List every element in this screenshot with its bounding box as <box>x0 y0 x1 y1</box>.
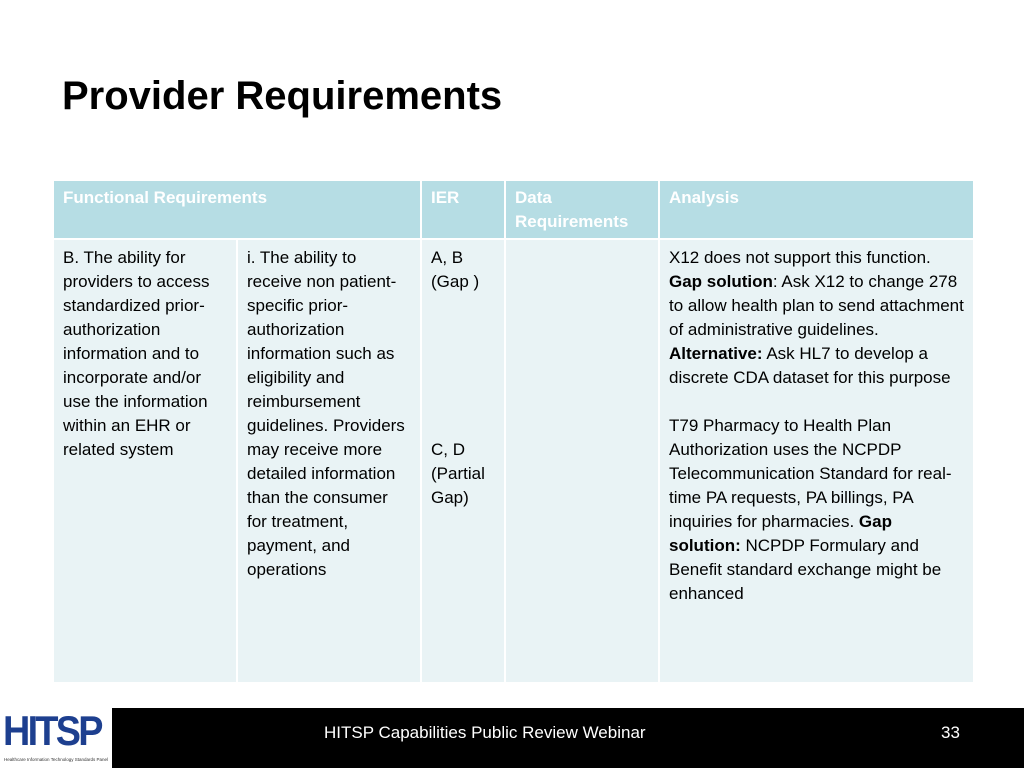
cell-data-requirements <box>505 239 659 683</box>
analysis-text-3: T79 Pharmacy to Health Plan Authorization uses the NCPDP Telecommunication Standard for real-time PA requests, PA billings, PA inquiries for pharmacies. <box>669 416 952 531</box>
analysis-text-1b: : Ask X12 to change 278 to allow health plan to send attachment of administrative guidelines. <box>669 272 964 339</box>
analysis-gap-solution-label-2: Gap solution: <box>669 512 892 555</box>
header-ier: IER <box>421 180 505 239</box>
hitsp-logo <box>0 708 112 768</box>
ier-value-1: A, B (Gap ) <box>431 248 480 291</box>
header-data-requirements: Data Requirements <box>505 180 659 239</box>
cell-analysis <box>659 239 974 683</box>
page-number: 33 <box>941 723 960 742</box>
cell-ier <box>421 239 505 683</box>
table-row <box>53 239 974 683</box>
header-functional-requirements: Functional Requirements <box>53 180 421 239</box>
cell-functional-requirement: B. The ability for providers to access standardized prior-authorization information and to incorporate and/or use the information within an EHR or related system <box>53 239 237 683</box>
logo-wordmark: HITSP <box>3 708 101 754</box>
ier-value-2: C, D (Partial Gap) <box>431 440 485 507</box>
analysis-text-2: Ask HL7 to develop a discrete CDA dataset for this purpose <box>669 344 951 387</box>
logo-tagline: Healthcare Information Technology Standards Panel <box>4 757 108 762</box>
requirements-table <box>52 179 975 684</box>
analysis-gap-solution-label-1: Gap solution <box>669 272 773 291</box>
footer-bar <box>0 708 1024 768</box>
cell-functional-subrequirement: i. The ability to receive non patient-specific prior-authorization information such as eligibility and reimbursement guidelines. Providers may receive more detailed information than the consumer for treatment, payment, and operations <box>237 239 421 683</box>
footer-title: HITSP Capabilities Public Review Webinar <box>324 723 646 742</box>
analysis-text-1: X12 does not support this function. <box>669 248 931 267</box>
table-header-row <box>53 180 974 239</box>
analysis-alternative-label: Alternative: <box>669 344 763 363</box>
header-analysis: Analysis <box>659 180 974 239</box>
analysis-text-3b: NCPDP Formulary and Benefit standard exchange might be enhanced <box>669 536 942 603</box>
slide-title: Provider Requirements <box>62 74 503 118</box>
